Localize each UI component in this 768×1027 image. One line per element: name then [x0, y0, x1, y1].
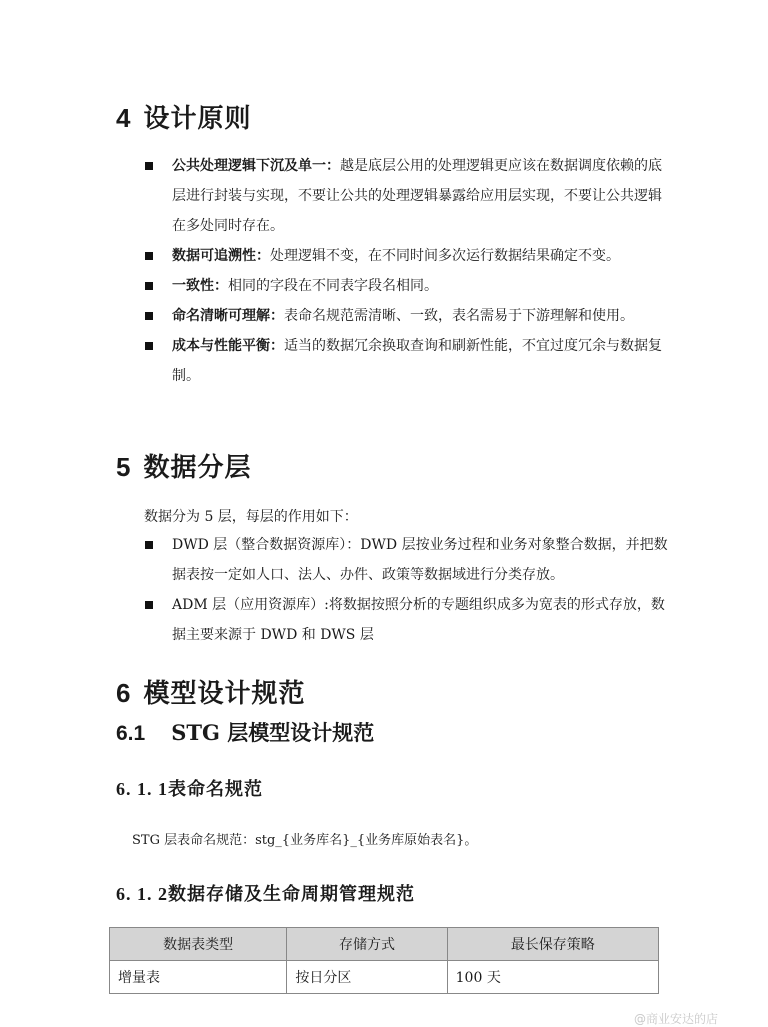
table-cell: 按日分区	[287, 961, 447, 994]
section-6-heading	[116, 673, 305, 710]
column-header: 存储方式	[287, 928, 447, 961]
bullet-term: 命名清晰可理解：	[172, 308, 284, 324]
table-header-row	[110, 928, 659, 961]
bullet-text: 适当的数据冗余换取查询和刷新性能，不宜过度冗余与数据复制。	[172, 338, 662, 384]
bullet-term: 公共处理逻辑下沉及单一：	[172, 158, 340, 174]
list-item	[144, 241, 674, 271]
storage-policy-table	[109, 927, 659, 994]
bullet-text: 处理逻辑不变，在不同时间多次运行数据结果确定不变。	[270, 248, 620, 264]
section-title: 模型设计规范	[143, 679, 306, 709]
bullet-term: 一致性：	[172, 278, 228, 294]
subsection-number: 6. 1. 1	[116, 779, 168, 799]
column-header: 数据表类型	[110, 928, 287, 961]
column-header: 最长保存策略	[447, 928, 658, 961]
watermark: @商业安达的店	[634, 1012, 719, 1026]
bullet-term: 数据可追溯性：	[172, 248, 270, 264]
bullet-text: 越是底层公用的处理逻辑更应该在数据调度依赖的底层进行封装与实现，不要让公共的处理逻辑暴露给应用层实现，不要让公共逻辑在多处同时存在。	[172, 158, 662, 234]
section-title: 数据分层	[143, 453, 252, 483]
list-item: ADM 层（应用资源库）:将数据按照分析的专题组织成多为宽表的形式存放，数据主要来源于 DWD 和 DWS 层	[144, 590, 674, 650]
list-item	[144, 151, 674, 241]
subsection-title: 数据存储及生命周期管理规范	[168, 884, 415, 905]
section-number: 6	[116, 678, 132, 708]
section-6-1-heading	[116, 717, 374, 747]
subsection-title: STG 层模型设计规范	[171, 720, 375, 745]
table-cell: 100 天	[447, 961, 658, 994]
subsection-number: 6. 1. 2	[116, 884, 168, 904]
bullet-term: 成本与性能平衡：	[172, 338, 284, 354]
list-item	[144, 301, 674, 331]
section-5-heading	[116, 447, 251, 484]
list-item	[144, 331, 674, 391]
layers-list	[144, 530, 674, 650]
section-4-heading	[116, 98, 251, 135]
layers-intro: 数据分为 5 层，每层的作用如下：	[144, 509, 358, 525]
section-number: 5	[116, 452, 132, 482]
section-title: 设计原则	[143, 104, 252, 134]
section-6-1-2-heading	[116, 880, 415, 906]
design-principles-list	[144, 151, 674, 391]
section-number: 4	[116, 103, 132, 133]
list-item: DWD 层（整合数据资源库）：DWD 层按业务过程和业务对象整合数据，并把数据表按一定如人口、法人、办件、政策等数据域进行分类存放。	[144, 530, 674, 590]
bullet-text: 相同的字段在不同表字段名相同。	[228, 278, 438, 294]
table-naming-rule: STG 层表命名规范：stg_{业务库名}_{业务库原始表名}。	[132, 833, 478, 848]
table-row	[110, 961, 659, 994]
bullet-text: 表命名规范需清晰、一致，表名需易于下游理解和使用。	[284, 308, 634, 324]
subsection-number: 6.1	[116, 722, 146, 745]
list-item	[144, 271, 674, 301]
subsection-title: 表命名规范	[168, 779, 263, 800]
section-6-1-1-heading	[116, 775, 263, 801]
table-cell: 增量表	[110, 961, 287, 994]
